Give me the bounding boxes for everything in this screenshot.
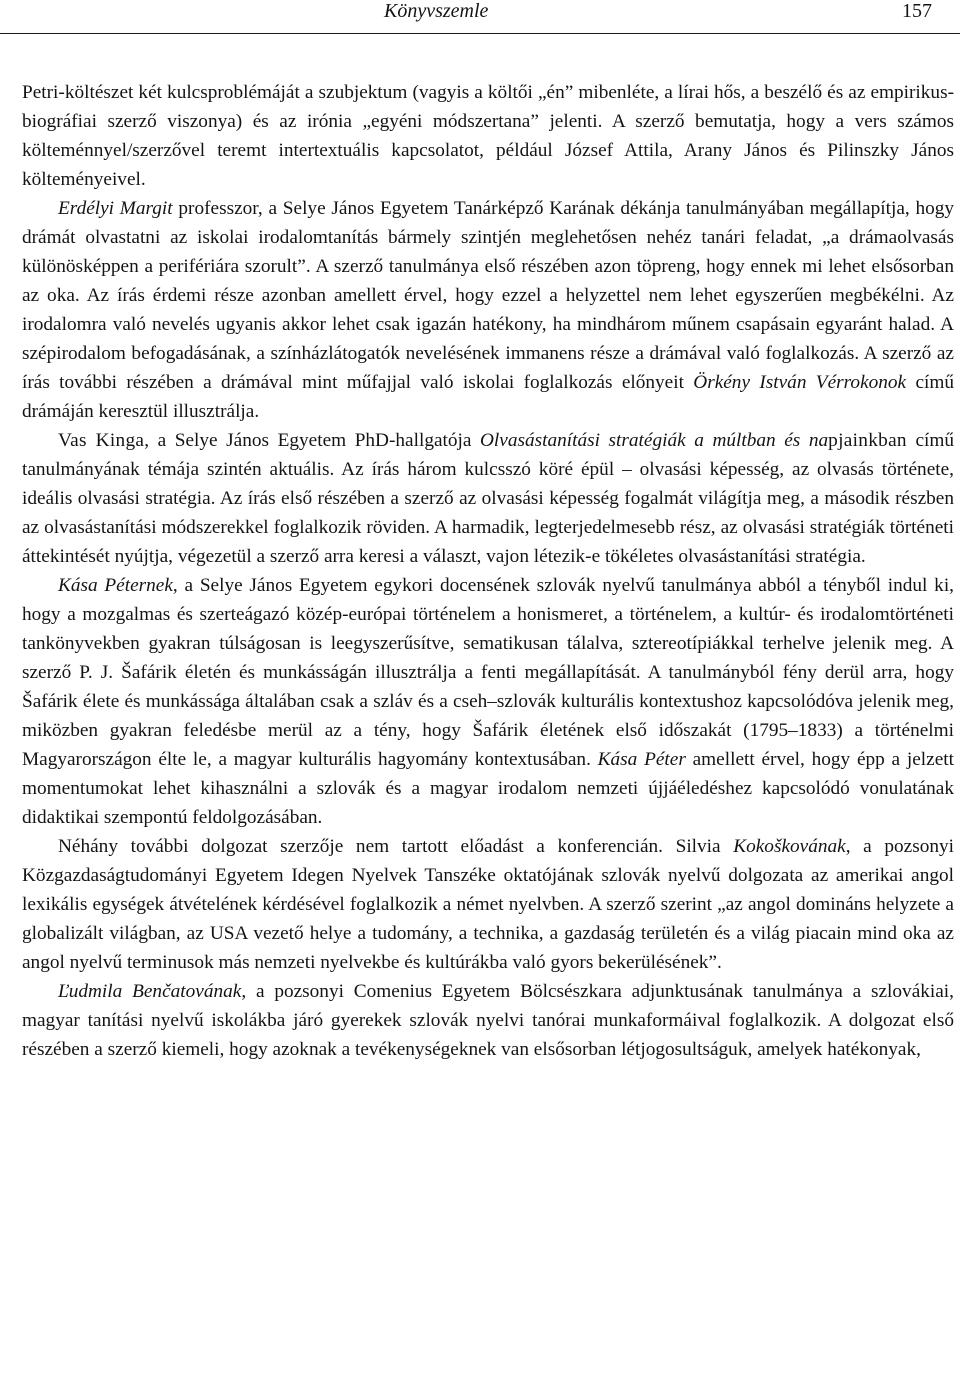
text-segment: című drámáján keresztül illusztrálja. bbox=[22, 372, 954, 422]
author-name-bencatova: Ľudmila Benčatovának bbox=[58, 981, 242, 1002]
text-segment: professzor, a Selye János Egyetem Tanárképző Karának dékánja tanulmányában megállapítja, hogy drámát olvastatni az iskolai irodalomtanítás bármely szintjén meglehetősen nehéz tanári feladat, „a drámaolvasás különösképpen a perifériára szorult”. A szerző tanulmánya első részében azon töpreng, hogy ennek mi lehet elsősorban az oka. Az írás érdemi része azonban amellett érvel, hogy ezzel a helyzettel nem lehet egyszerűen megbékélni. Az irodalomra való nevelés ugyanis akkor lehet csak igazán hatékony, ha mindhárom műnem csapásain egyaránt halad. A szépirodalom befogadásának, a színházlátogatók nevelésének immanens része a drámával való foglalkozás. A szerző az írás további részében a drámával mint műfajjal való iskolai foglalkozás előnyeit bbox=[22, 198, 955, 393]
page-header bbox=[0, 0, 960, 34]
author-name-kasa-2: Kása Péter bbox=[597, 749, 686, 770]
paragraph-petri bbox=[22, 78, 954, 194]
paragraph-erdelyi bbox=[22, 194, 954, 426]
author-name-kokoskova: Kokoškovának bbox=[733, 836, 846, 857]
paragraph-kokoskova bbox=[22, 832, 954, 977]
article-body bbox=[22, 78, 954, 1064]
page-number: 157 bbox=[902, 0, 932, 22]
running-head-journal-title: Könyvszemle bbox=[384, 0, 489, 22]
paragraph-kasa bbox=[22, 571, 954, 832]
text-segment: , a pozsonyi Közgazdaságtudományi Egyetem Idegen Nyelvek Tanszéke oktatójának szlovák nyelvű dolgozata az amerikai angol lexikális egységek átvételének kérdésével foglalkozik a német nyelvben. A szerző szerint „az angol domináns helyzete a globalizált világban, az USA vezető helye a tudomány, a technika, a gazdaság területén és a világ piacain mind oka az angol nyelvű terminusok más nemzeti nyelvekbe és kultúrákba való gyors bekerülésének”. bbox=[22, 836, 954, 973]
paragraph-vas bbox=[22, 426, 954, 571]
author-name-kasa: Kása Péternek bbox=[58, 575, 173, 596]
paragraph-bencatova bbox=[22, 977, 954, 1064]
text-segment: Petri-költészet két kulcsproblémáját a szubjektum (vagyis a költői „én” mibenléte, a lírai hős, a beszélő és az empirikus-biográfiai szerző viszonya) és az irónia „egyéni módszertana” jelenti. A szerző bemutatja, hogy a vers számos költeménnyel/szerzővel teremt intertextuális kapcsolatot, például József Attila, Arany János és Pilinszky János költeményeivel. bbox=[22, 82, 954, 190]
author-name-erdelyi: Erdélyi Margit bbox=[58, 198, 173, 219]
work-title-olvasastanitasi: Olvasástanítási stratégiák a múltban és na bbox=[480, 430, 829, 451]
text-segment: című tanulmányának témája szintén aktuális. Az írás három kulcsszó köré épül – olvasási képesség, az olvasás története, ideális olvasási stratégia. Az írás első részében a szerző az olvasási képesség fogalmát világítja meg, a második részben az olvasástanítási módszerekkel foglalkozik röviden. A harmadik, legterjedelmesebb rész, az olvasási stratégiák történeti áttekintését nyújtja, végezetül a szerző arra keresi a választ, vajon létezik-e tökéletes olvasástanítási stratégia. bbox=[22, 430, 954, 567]
author-name-vas: Vas Kinga bbox=[58, 430, 145, 451]
text-segment: amellett érvel, hogy épp a jelzett momentumokat lehet kihasználni a szlovák és a magyar irodalom nemzeti újjáéledéshez kapcsolódó vonulatának didaktikai szempontú feldolgozásában. bbox=[22, 749, 954, 828]
work-title-verrokonok: Örkény István Vérrokonok bbox=[693, 372, 907, 393]
text-segment: Néhány további dolgozat szerzője nem tartott előadást a konferencián. Silvia bbox=[58, 836, 734, 857]
work-title-continuation: pjainkban bbox=[828, 430, 907, 451]
text-segment: , a Selye János Egyetem egykori docensének szlovák nyelvű tanulmánya abból a tényből indul ki, hogy a mozgalmas és szerteágazó közép-európai történelem a honismeret, a történelem, a kultúr- és irodalomtörténeti tankönyvekben gyakran túlságosan is leegyszerűsítve, sematikusan tálalva, sztereotípiákkal terhelve jelenik meg. A szerző P. J. Šafárik életén és munkásságán illusztrálja a fenti megállapítását. A tanulmányból fény derül arra, hogy Šafárik élete és munkássága általában csak a szláv és a cseh–szlovák kulturális kontextushoz kapcsolódóva jelenik meg, miközben gyakran feledésbe merül az a tény, hogy Šafárik életének első időszakát (1795–1833) a történelmi Magyarországon élte le, a magyar kulturális hagyomány kontextusában. bbox=[22, 575, 954, 770]
text-segment: , a pozsonyi Comenius Egyetem Bölcsészkara adjunktusának tanulmánya a szlovákiai, magyar tanítási nyelvű iskolákba járó gyerekek szlovák nyelvi tanórai munkaformáival foglalkozik. A dolgozat első részében a szerző kiemeli, hogy azoknak a tevékenységeknek van elsősorban létjogosultságuk, amelyek hatékonyak, bbox=[22, 981, 954, 1060]
text-segment: , a Selye János Egyetem PhD-hallgatója bbox=[144, 430, 480, 451]
